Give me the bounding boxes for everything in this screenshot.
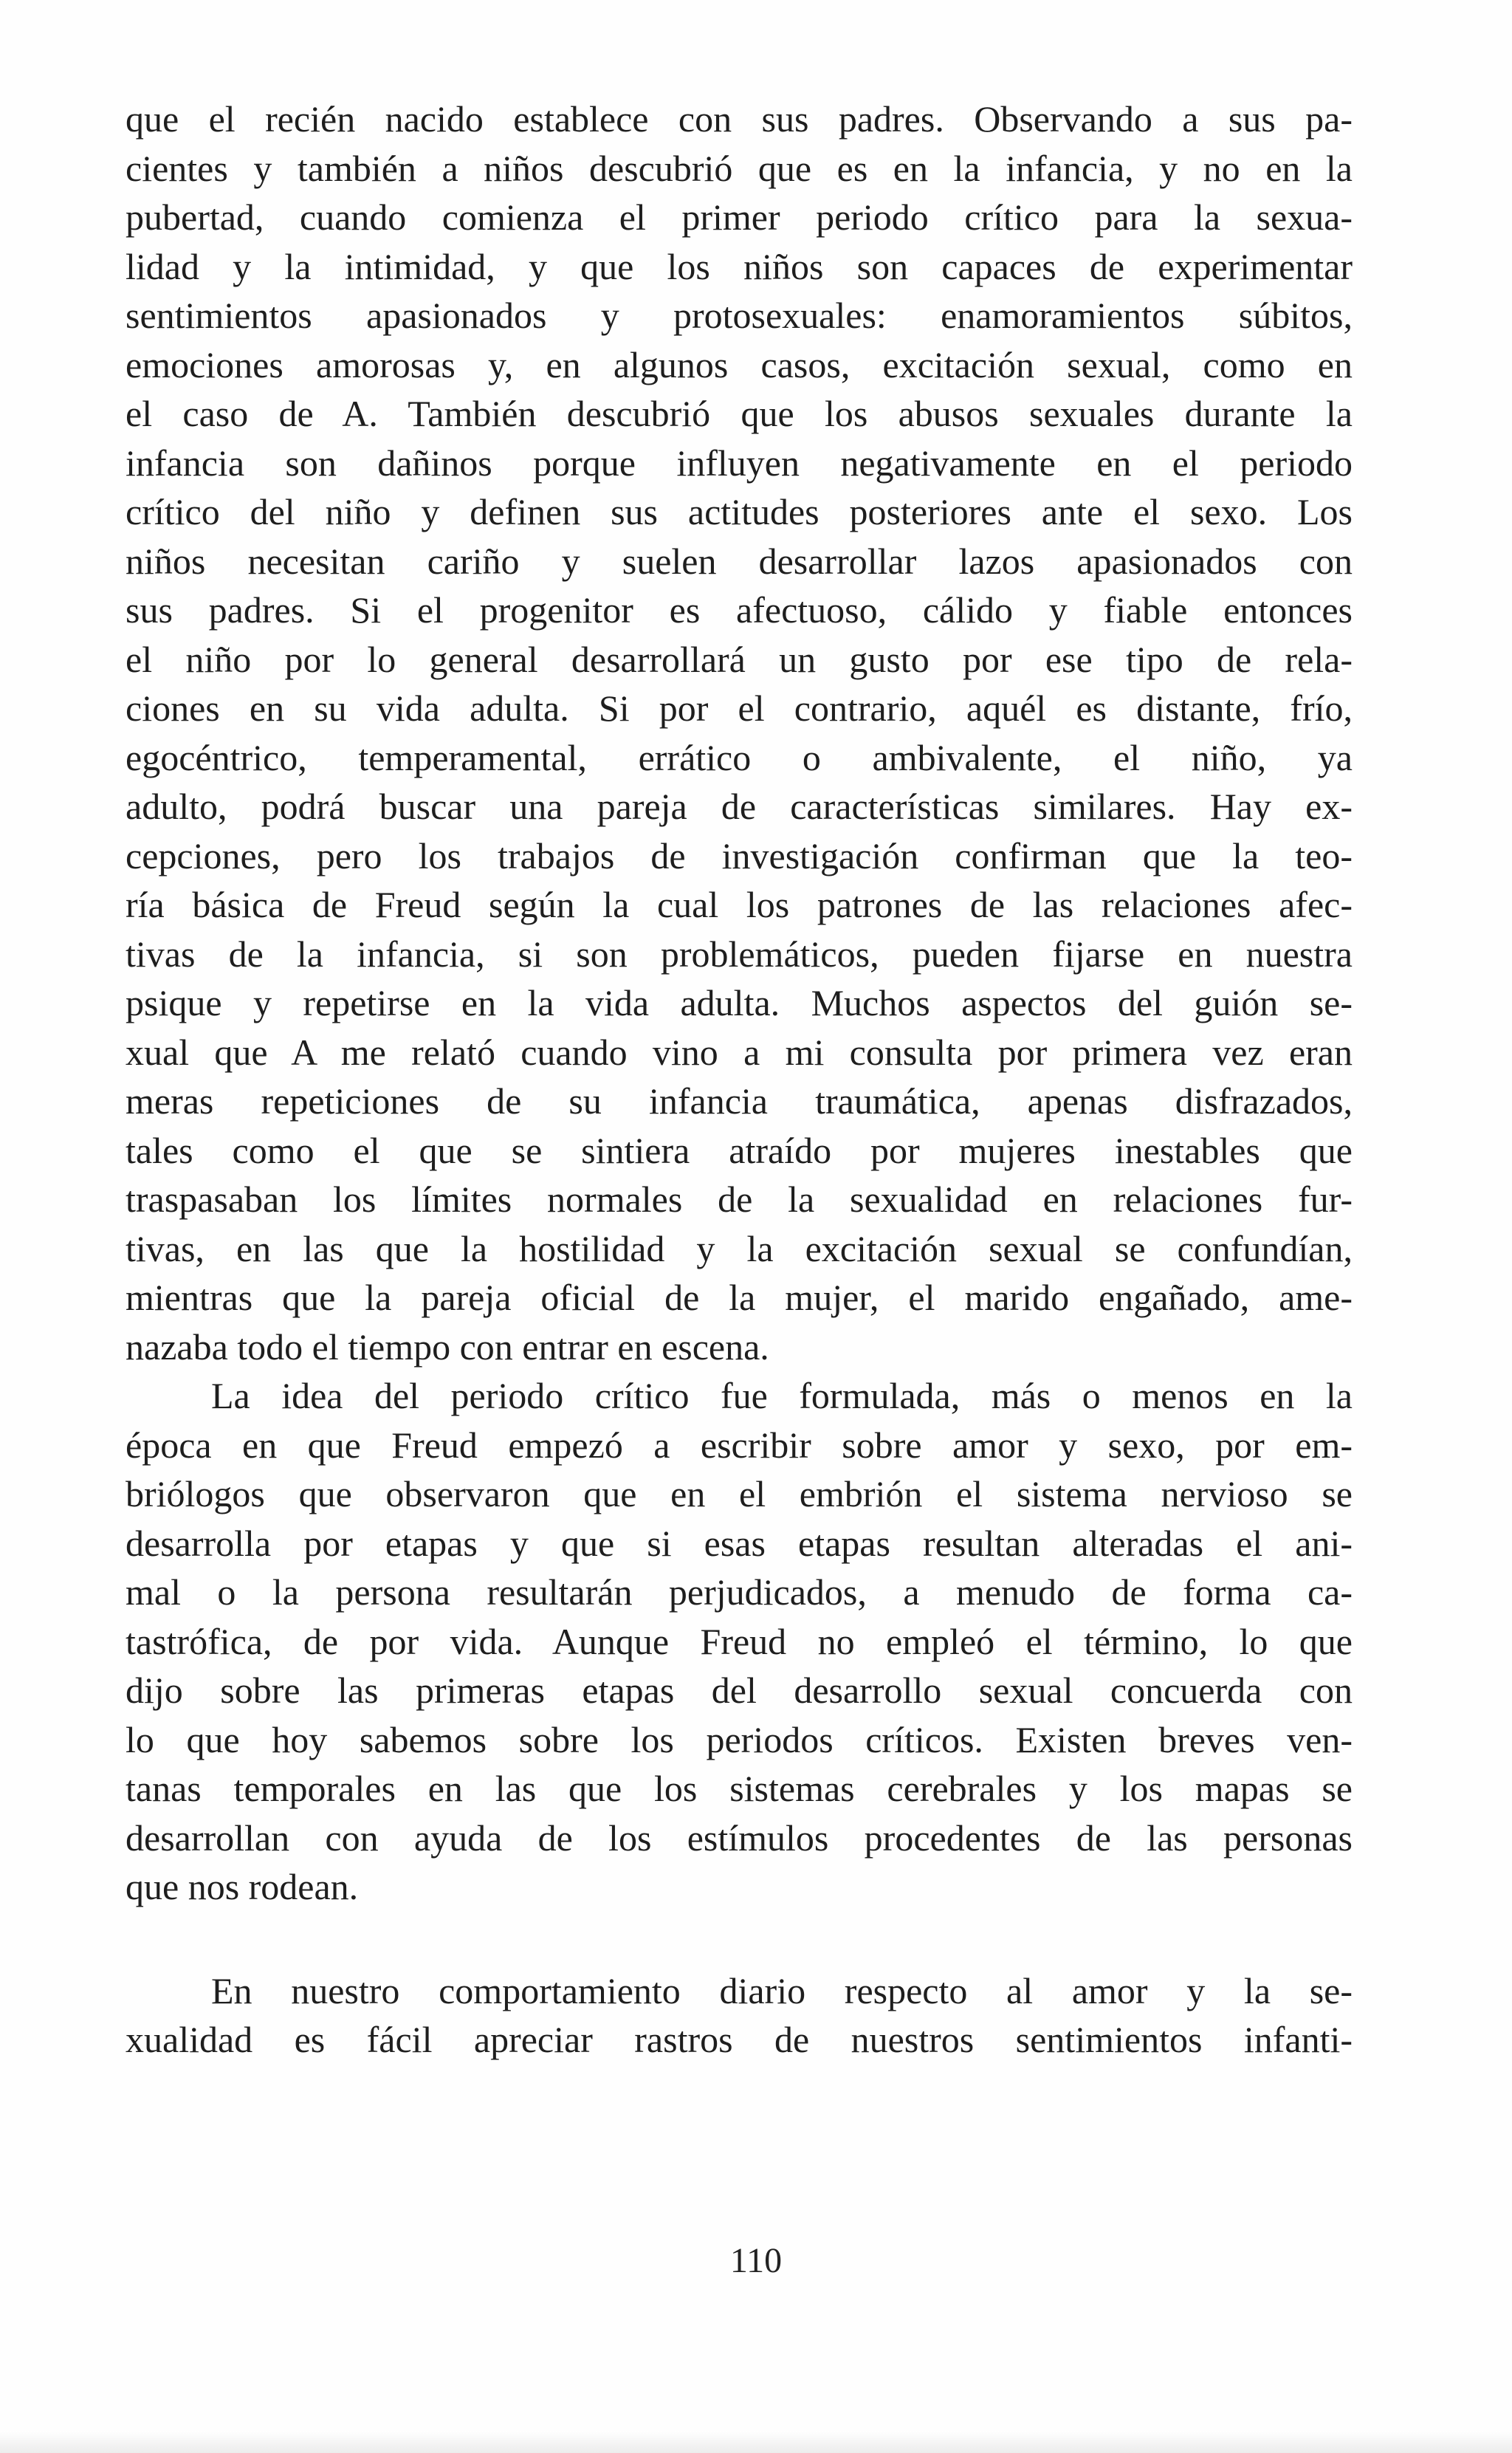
section-break	[126, 1912, 1353, 1966]
text-line: que nos rodean.	[126, 1866, 359, 1907]
text-line: niños necesitan cariño y suelen desarrollar lazos apasionados con	[126, 540, 1353, 582]
text-line: lo que hoy sabemos sobre los periodos críticos. Existen breves ven-	[126, 1718, 1353, 1760]
text-line: cientes y también a niños descubrió que es en la infancia, y no en la	[126, 147, 1353, 189]
text-line: tales como el que se sintiera atraído por mujeres inestables que	[126, 1129, 1353, 1171]
text-line: briólogos que observaron que en el embrión el sistema nervioso se	[126, 1473, 1353, 1514]
text-line: pubertad, cuando comienza el primer periodo crítico para la sexua-	[126, 196, 1353, 238]
text-line: que el recién nacido establece con sus padres. Observando a sus pa-	[126, 98, 1353, 140]
text-line: sentimientos apasionados y protosexuales: enamoramientos súbitos,	[126, 295, 1353, 336]
text-line: meras repeticiones de su infancia traumática, apenas disfrazados,	[126, 1080, 1353, 1122]
paragraph	[126, 95, 1353, 1371]
text-line: tivas, en las que la hostilidad y la excitación sexual se confundían,	[126, 1227, 1353, 1269]
text-line: el caso de A. También descubrió que los abusos sexuales durante la	[126, 393, 1353, 434]
text-line: emociones amorosas y, en algunos casos, excitación sexual, como en	[126, 343, 1353, 385]
text-line: lidad y la intimidad, y que los niños son capaces de experimentar	[126, 245, 1353, 287]
paragraph	[126, 1966, 1353, 2065]
text-line: desarrollan con ayuda de los estímulos procedentes de las personas	[126, 1816, 1353, 1859]
text-line: dijo sobre las primeras etapas del desarrollo sexual concuerda con	[126, 1670, 1353, 1711]
body-text	[126, 95, 1353, 2065]
text-line: infancia son dañinos porque influyen negativamente en el periodo	[126, 442, 1353, 484]
text-line: desarrolla por etapas y que si esas etapas resultan alteradas el ani-	[126, 1522, 1353, 1564]
text-line: tastrófica, de por vida. Aunque Freud no empleó el término, lo que	[126, 1620, 1353, 1662]
text-line: En nuestro comportamiento diario respecto al amor y la se-	[211, 1969, 1353, 2011]
text-line: La idea del periodo crítico fue formulada, más o menos en la	[211, 1375, 1353, 1416]
text-line: el niño por lo general desarrollará un gusto por ese tipo de rela-	[126, 638, 1353, 680]
text-line: traspasaban los límites normales de la sexualidad en relaciones fur-	[126, 1179, 1353, 1220]
text-line: época en que Freud empezó a escribir sobre amor y sexo, por em-	[126, 1424, 1353, 1466]
text-line: xual que A me relató cuando vino a mi consulta por primera vez eran	[126, 1031, 1353, 1073]
text-line: cepciones, pero los trabajos de investigación confirman que la teo-	[126, 834, 1353, 876]
text-line: mal o la persona resultarán perjudicados, a menudo de forma ca-	[126, 1571, 1353, 1613]
paragraph	[126, 1371, 1353, 1912]
text-line: tanas temporales en las que los sistemas cerebrales y los mapas se	[126, 1768, 1353, 1809]
text-line: adulto, podrá buscar una pareja de características similares. Hay ex-	[126, 786, 1353, 827]
text-line: mientras que la pareja oficial de la mujer, el marido engañado, ame-	[126, 1277, 1353, 1318]
text-line: ciones en su vida adulta. Si por el contrario, aquél es distante, frío,	[126, 687, 1353, 729]
page-bottom-edge	[0, 2431, 1512, 2453]
text-line: psique y repetirse en la vida adulta. Muchos aspectos del guión se-	[126, 982, 1353, 1023]
text-line: nazaba todo el tiempo con entrar en escena.	[126, 1325, 769, 1368]
text-line: crítico del niño y definen sus actitudes posteriores ante el sexo. Los	[126, 491, 1353, 532]
text-line: ría básica de Freud según la cual los patrones de las relaciones afec-	[126, 884, 1353, 925]
text-line: tivas de la infancia, si son problemáticos, pueden fijarse en nuestra	[126, 933, 1353, 975]
text-line: egocéntrico, temperamental, errático o ambivalente, el niño, ya	[126, 736, 1353, 778]
text-line: xualidad es fácil apreciar rastros de nuestros sentimientos infanti-	[126, 2019, 1353, 2060]
text-line: sus padres. Si el progenitor es afectuoso, cálido y fiable entonces	[126, 589, 1353, 631]
page-number: 110	[729, 2241, 783, 2280]
